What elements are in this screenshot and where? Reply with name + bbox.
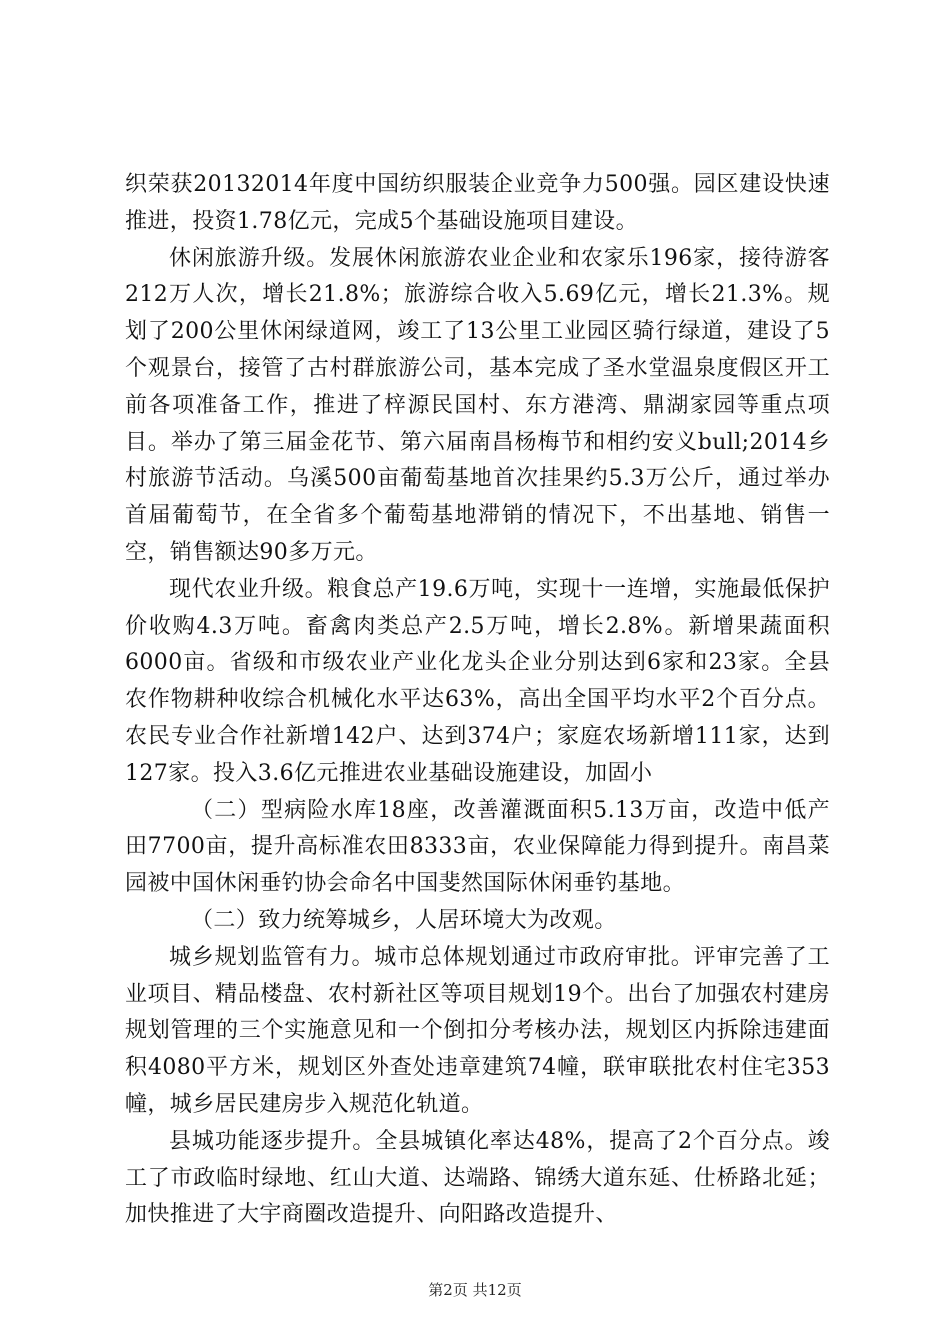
section-heading-urban-rural: （二）致力统筹城乡，人居环境大为改观。: [191, 907, 617, 933]
document-body: [125, 167, 830, 1234]
paragraph-planning-supervision: 城乡规划监管有力。城市总体规划通过市政府审批。评审完善了工业项目、精品楼盘、农村新社区等项目规划19个。出台了加强农村建房规划管理的三个实施意见和一个倒扣分考核办法，规划区内拆除违建面积4080平方米，规划区外查处违章建筑74幢，联审联批农村住宅353幢，城乡居民建房步入规范化轨道。: [125, 944, 830, 1117]
page-footer: 第2页 共12页: [428, 1281, 522, 1299]
paragraph-leisure-tourism: 休闲旅游升级。发展休闲旅游农业企业和农家乐196家，接待游客212万人次，增长21.8%；旅游综合收入5.69亿元，增长21.3%。规划了200公里休闲绿道网，竣工了13公里工业园区骑行绿道，建设了5个观景台，接管了古村群旅游公司，基本完成了圣水堂温泉度假区开工前各项准备工作，推进了梓源民国村、东方港湾、鼎湖家园等重点项目。举办了第三届金花节、第六届南昌杨梅节和相约安义bull;2014乡村旅游节活动。乌溪500亩葡萄基地首次挂果约5.3万公斤，通过举办首届葡萄节，在全省多个葡萄基地滞销的情况下，不出基地、销售一空，销售额达90多万元。: [125, 245, 830, 565]
paragraph-continuation: 织荣获20132014年度中国纺织服装企业竞争力500强。园区建设快速推进，投资1.78亿元，完成5个基础设施项目建设。: [125, 172, 830, 234]
paragraph-county-function: 县城功能逐步提升。全县城镇化率达48%，提高了2个百分点。竣工了市政临时绿地、红山大道、达端路、锦绣大道东延、仕桥路北延；加快推进了大宇商圈改造提升、向阳路改造提升、: [125, 1128, 830, 1228]
paragraph-reservoir: （二）型病险水库18座，改善灌溉面积5.13万亩，改造中低产田7700亩，提升高标准农田8333亩，农业保障能力得到提升。南昌菜园被中国休闲垂钓协会命名中国斐然国际休闲垂钓基地。: [125, 797, 830, 897]
paragraph-modern-agriculture: 现代农业升级。粮食总产19.6万吨，实现十一连增，实施最低保护价收购4.3万吨。畜禽肉类总产2.5万吨，增长2.8%。新增果蔬面积6000亩。省级和市级农业产业化龙头企业分别达到6家和23家。全县农作物耕种收综合机械化水平达63%，高出全国平均水平2个百分点。农民专业合作社新增142户、达到374户；家庭农场新增111家，达到127家。投入3.6亿元推进农业基础设施建设，加固小: [125, 576, 830, 786]
